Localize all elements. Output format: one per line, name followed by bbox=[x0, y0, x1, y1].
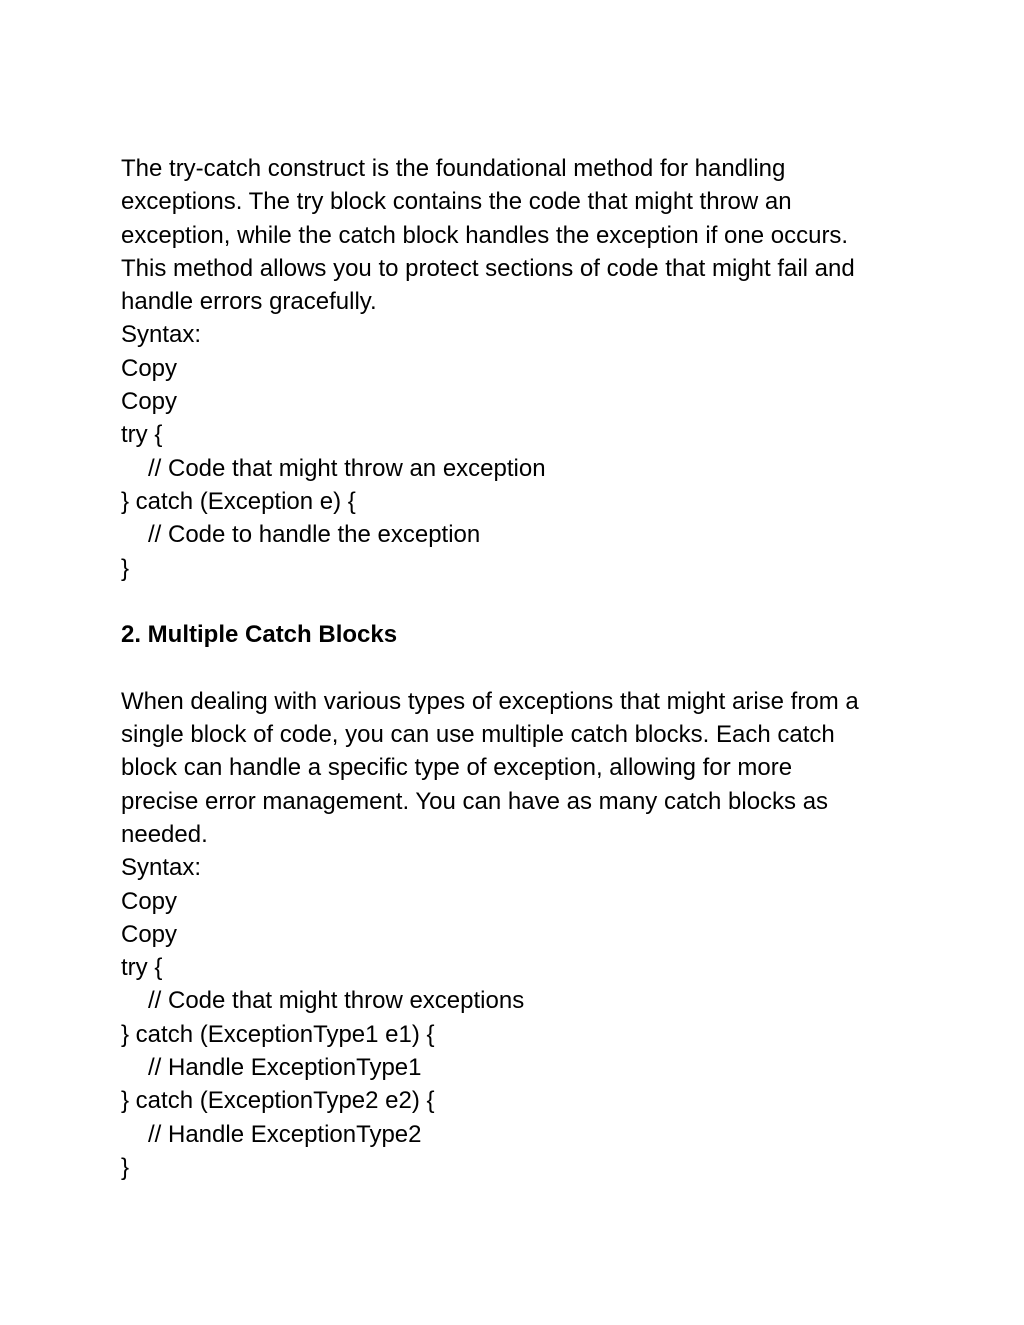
copy-label: Copy bbox=[121, 887, 178, 915]
code-line: // Handle ExceptionType1 bbox=[148, 1054, 422, 1082]
code-line: } bbox=[121, 554, 130, 582]
copy-label: Copy bbox=[121, 388, 178, 416]
paragraph-line: needed. bbox=[121, 820, 208, 848]
code-line: try { bbox=[121, 421, 163, 449]
section-multiple-catch bbox=[121, 685, 911, 1184]
code-line: // Code that might throw an exception bbox=[148, 454, 546, 482]
code-line: } catch (ExceptionType2 e2) { bbox=[121, 1087, 435, 1115]
body-paragraph bbox=[121, 685, 911, 851]
intro-paragraph bbox=[121, 152, 911, 318]
paragraph-line: When dealing with various types of exceptions that might arise from a bbox=[121, 687, 859, 715]
code-block bbox=[121, 951, 911, 1184]
paragraph-line: exception, while the catch block handles the exception if one occurs. bbox=[121, 221, 849, 249]
paragraph-line: This method allows you to protect sections of code that might fail and bbox=[121, 254, 855, 282]
paragraph-line: block can handle a specific type of exception, allowing for more bbox=[121, 754, 793, 782]
paragraph-line: handle errors gracefully. bbox=[121, 288, 377, 316]
code-line: // Code that might throw exceptions bbox=[148, 987, 525, 1015]
section-heading: 2. Multiple Catch Blocks bbox=[121, 621, 398, 649]
document-page bbox=[121, 152, 911, 1184]
code-line: } bbox=[121, 1153, 130, 1181]
copy-label: Copy bbox=[121, 920, 178, 948]
paragraph-line: single block of code, you can use multiple catch blocks. Each catch bbox=[121, 721, 835, 749]
paragraph-line: precise error management. You can have as many catch blocks as bbox=[121, 787, 829, 815]
spacer bbox=[121, 585, 911, 618]
spacer bbox=[121, 651, 911, 684]
paragraph-line: exceptions. The try block contains the code that might throw an bbox=[121, 188, 792, 216]
code-line: // Code to handle the exception bbox=[148, 521, 481, 549]
code-line: } catch (Exception e) { bbox=[121, 487, 356, 515]
syntax-label: Syntax: bbox=[121, 854, 202, 882]
code-line: try { bbox=[121, 954, 163, 982]
code-line: } catch (ExceptionType1 e1) { bbox=[121, 1020, 435, 1048]
paragraph-line: The try-catch construct is the foundational method for handling bbox=[121, 155, 786, 182]
syntax-label: Syntax: bbox=[121, 321, 202, 349]
code-line: // Handle ExceptionType2 bbox=[148, 1120, 422, 1148]
section-try-catch bbox=[121, 152, 911, 585]
code-block bbox=[121, 418, 911, 584]
copy-label: Copy bbox=[121, 354, 178, 382]
